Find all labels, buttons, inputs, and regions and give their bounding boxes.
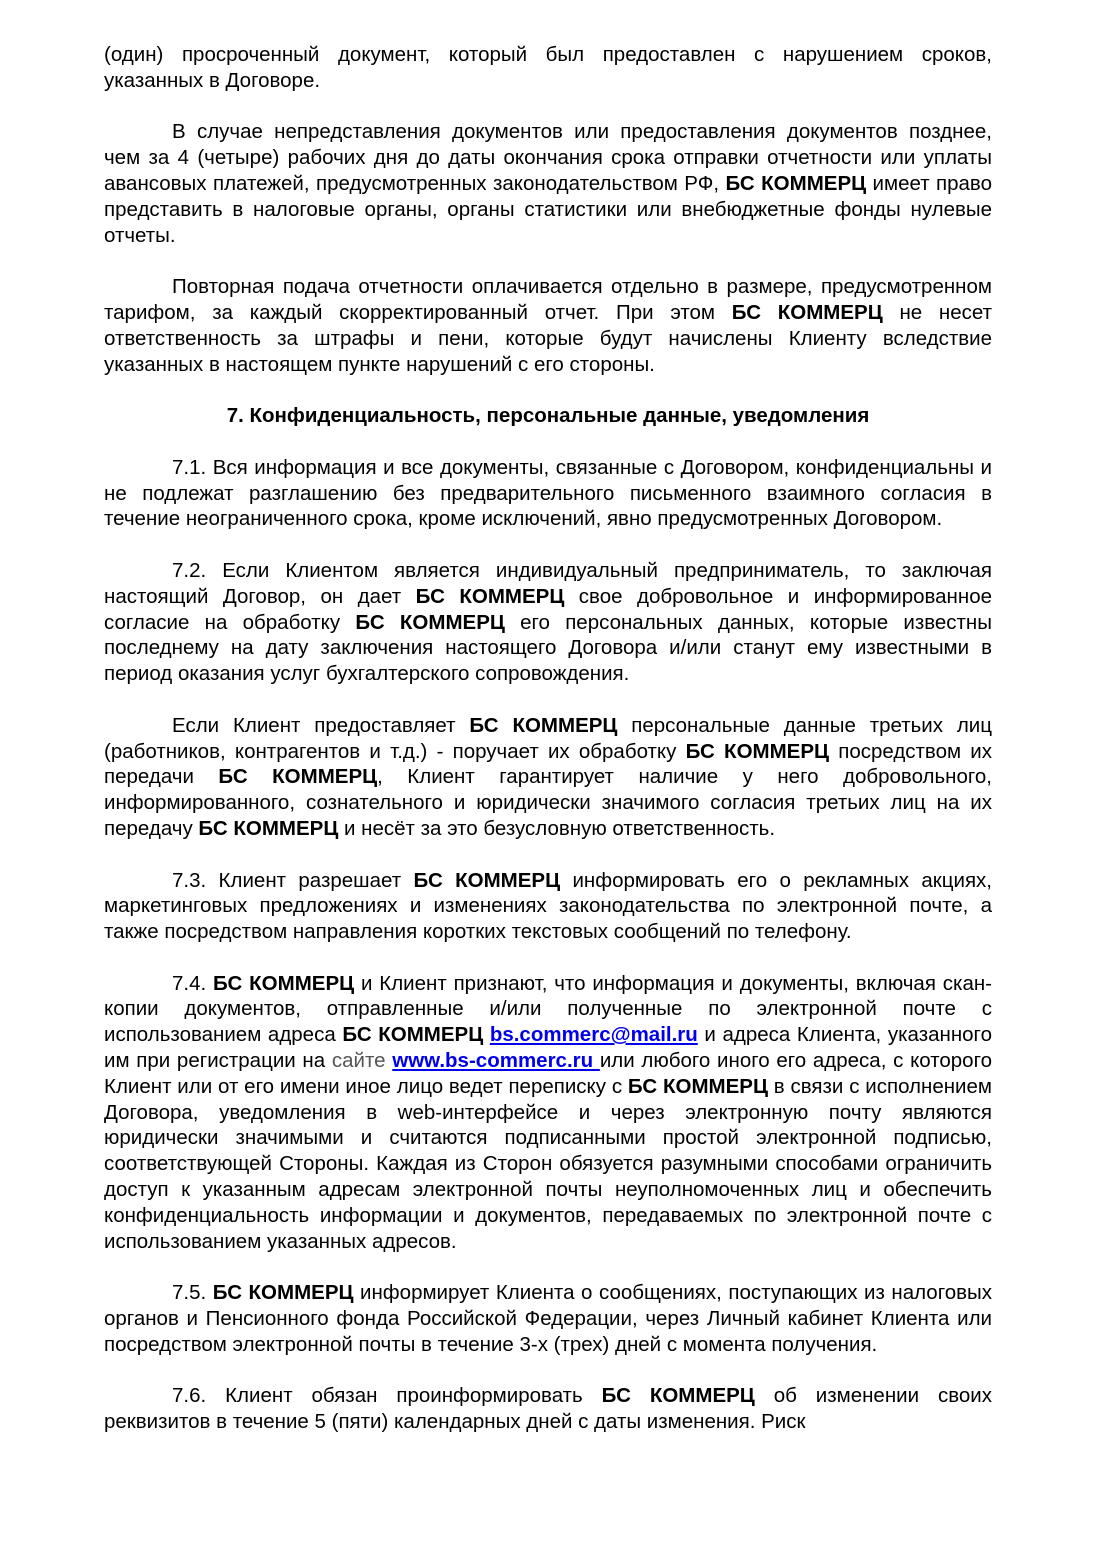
clause-7-2 bbox=[104, 558, 992, 687]
company-name: БС КОММЕРЦ bbox=[342, 1023, 484, 1047]
paragraph-text: и несёт за это безусловную ответственность. bbox=[338, 816, 776, 840]
clause-7-4 bbox=[104, 971, 992, 1255]
company-name: БС КОММЕРЦ bbox=[213, 971, 355, 995]
clause-7-2-third-parties bbox=[104, 713, 992, 842]
paragraph-text: персональные данные третьих лиц (работников, контрагентов и т.д.) - поручает их обработку bbox=[104, 713, 992, 763]
paragraph-text: 7.4. bbox=[172, 971, 214, 995]
paragraph-text: и адреса Клиента, указанного им при регистрации на bbox=[104, 1023, 992, 1073]
company-name: БС КОММЕРЦ bbox=[198, 816, 339, 840]
paragraph-text: , Клиент гарантирует наличие у него добровольного, информированного, сознательного и юридически значимого согласия третьих лиц на их передачу bbox=[104, 765, 993, 840]
paragraph-text: посредством их передачи bbox=[104, 739, 992, 789]
company-name: БС КОММЕРЦ bbox=[212, 1281, 354, 1305]
paragraph-text: Если Клиент предоставляет bbox=[172, 713, 470, 737]
company-name: БС КОММЕРЦ bbox=[469, 713, 618, 737]
company-name: БС КОММЕРЦ bbox=[601, 1384, 755, 1408]
paragraph-text: 7.2. Если Клиентом является индивидуальный предприниматель, то заключая настоящий Договор, он дает bbox=[104, 558, 992, 608]
paragraph-text: в связи с исполнением Договора, уведомления в web-интерфейсе и через электронную почту являются юридически значимыми и считаются подписанными простой электронной подписью, соответствующей Стороны. Каждая из Сторон обязуется разумными способами ограничить доступ к указанным адресам электронной почты неуполномоченных лиц и обеспечить конфиденциальность информации и документов, передаваемых по электронной почте с использованием указанных адресов. bbox=[104, 1074, 992, 1253]
paragraph-text: 7.1. Вся информация и все документы, связанные с Договором, конфиденциальны и не подлежат разглашению без предварительного письменного взаимного согласия в течение неограниченного срока, кроме исключений, явно предусмотренных Договором. bbox=[104, 455, 992, 531]
company-name: БС КОММЕРЦ bbox=[627, 1074, 768, 1098]
document-page bbox=[104, 42, 992, 1435]
company-name: БС КОММЕРЦ bbox=[415, 584, 565, 608]
site-word: сайте bbox=[331, 1049, 386, 1073]
clause-7-6 bbox=[104, 1383, 992, 1435]
paragraph-text bbox=[483, 1023, 490, 1046]
paragraph-text: его персональных данных, которые известны последнему на дату заключения настоящего Договора и/или станут ему известными в период оказания услуг бухгалтерского сопровождения. bbox=[104, 610, 992, 686]
paragraph-text: 7.3. Клиент разрешает bbox=[172, 868, 414, 892]
paragraph-text: 7.6. Клиент обязан проинформировать bbox=[172, 1384, 602, 1408]
paragraph-text: свое добровольное и информированное согласие на обработку bbox=[104, 584, 992, 634]
clause-7-1 bbox=[104, 455, 992, 532]
paragraph-text: информировать его о рекламных акциях, маркетинговых предложениях и изменениях законодательства по электронной почте, а также посредством направления коротких текстовых сообщений по телефону. bbox=[104, 868, 992, 944]
paragraph-text: или любого иного его адреса, с которого Клиент или от его имени иное лицо ведет переписку с bbox=[104, 1049, 993, 1098]
clause-7-3 bbox=[104, 868, 992, 945]
paragraph-text: и Клиент признают, что информация и документы, включая скан-копии документов, отправленные и/или полученные по электронной почте с использованием адреса bbox=[104, 971, 992, 1047]
email-link[interactable]: bs.commerc@mail.ru bbox=[489, 1023, 698, 1047]
paragraph-text: 7.5. bbox=[172, 1281, 213, 1305]
clause-7-5 bbox=[104, 1280, 992, 1357]
paragraph-continuation bbox=[104, 42, 992, 94]
section-heading: 7. Конфиденциальность, персональные данные, уведомления bbox=[226, 404, 870, 428]
website-link[interactable]: www.bs-commerc.ru bbox=[392, 1049, 600, 1073]
company-name: БС КОММЕРЦ bbox=[685, 739, 829, 763]
paragraph-text: информирует Клиента о сообщениях, поступающих из налоговых органов и Пенсионного фонда Российской Федерации, через Личный кабинет Клиента или посредством электронной почты в течение 3-х (трех) дней с момента получения. bbox=[104, 1281, 992, 1356]
company-name: БС КОММЕРЦ bbox=[731, 300, 883, 324]
company-name: БС КОММЕРЦ bbox=[355, 610, 505, 634]
paragraph-resubmission bbox=[104, 274, 992, 377]
company-name: БС КОММЕРЦ bbox=[218, 765, 378, 789]
company-name: БС КОММЕРЦ bbox=[725, 171, 867, 195]
paragraph-text: имеет право представить в налоговые органы, органы статистики или внебюджетные фонды нулевые отчеты. bbox=[104, 171, 992, 247]
paragraph-text: об изменении своих реквизитов в течение 5 (пяти) календарных дней с даты изменения. Риск bbox=[104, 1384, 992, 1434]
paragraph-text: (один) просроченный документ, который был предоставлен с нарушением сроков, указанных в Договоре. bbox=[104, 43, 992, 92]
paragraph-text: не несет ответственность за штрафы и пени, которые будут начислены Клиенту вследствие указанных в настоящем пункте нарушений с его стороны. bbox=[104, 300, 992, 376]
paragraph-text: Повторная подача отчетности оплачивается отдельно в размере, предусмотренном тарифом, за каждый скорректированный отчет. При этом bbox=[104, 275, 992, 324]
paragraph-text: В случае непредставления документов или предоставления документов позднее, чем за 4 (четыре) рабочих дня до даты окончания срока отправки отчетности или уплаты авансовых платежей, предусмотренных законодательством РФ, bbox=[104, 120, 992, 195]
company-name: БС КОММЕРЦ bbox=[413, 868, 561, 892]
paragraph-zero-reports bbox=[104, 119, 992, 248]
